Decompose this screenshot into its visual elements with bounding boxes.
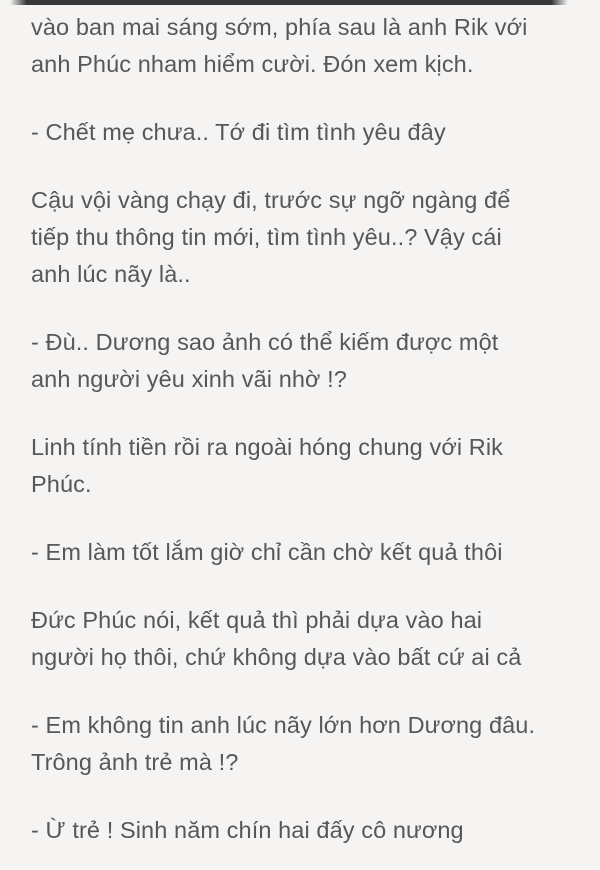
story-paragraph: [31, 429, 580, 503]
story-line: vào ban mai sáng sớm, phía sau là anh Rik với: [31, 14, 528, 40]
story-line: anh lúc nãy là..: [31, 261, 191, 287]
story-line: người họ thôi, chứ không dựa vào bất cứ ai cả: [31, 644, 522, 670]
story-paragraph: [31, 114, 580, 151]
story-line: - Em làm tốt lắm giờ chỉ cần chờ kết quả thôi: [31, 539, 503, 565]
story-line: - Em không tin anh lúc nãy lớn hơn Dương đâu.: [31, 712, 536, 738]
story-paragraph: [31, 707, 580, 781]
story-line: Đức Phúc nói, kết quả thì phải dựa vào hai: [31, 607, 483, 633]
story-paragraph: [31, 182, 580, 293]
story-paragraph: [31, 324, 580, 398]
story-paragraph: [31, 9, 580, 83]
story-line: Cậu vội vàng chạy đi, trước sự ngỡ ngàng để: [31, 187, 511, 213]
story-line: tiếp thu thông tin mới, tìm tình yêu..? Vậy cái: [31, 224, 502, 250]
story-line: Trông ảnh trẻ mà !?: [31, 749, 239, 775]
story-paragraph: [31, 534, 580, 571]
photo-top-edge: [10, 0, 568, 5]
story-line: anh người yêu xinh vãi nhờ !?: [31, 366, 347, 392]
story-line: - Đù.. Dương sao ảnh có thể kiếm được một: [31, 329, 499, 355]
story-line: - Ừ trẻ ! Sinh năm chín hai đấy cô nương: [31, 817, 464, 843]
story-line: Linh tính tiền rồi ra ngoài hóng chung với Rik: [31, 434, 504, 460]
story-line: - Chết mẹ chưa.. Tớ đi tìm tình yêu đây: [31, 119, 446, 145]
story-line: Phúc.: [31, 471, 92, 497]
story-line: anh Phúc nham hiểm cười. Đón xem kịch.: [31, 51, 474, 77]
story-paragraph: [31, 812, 580, 849]
story-paragraph: [31, 602, 580, 676]
